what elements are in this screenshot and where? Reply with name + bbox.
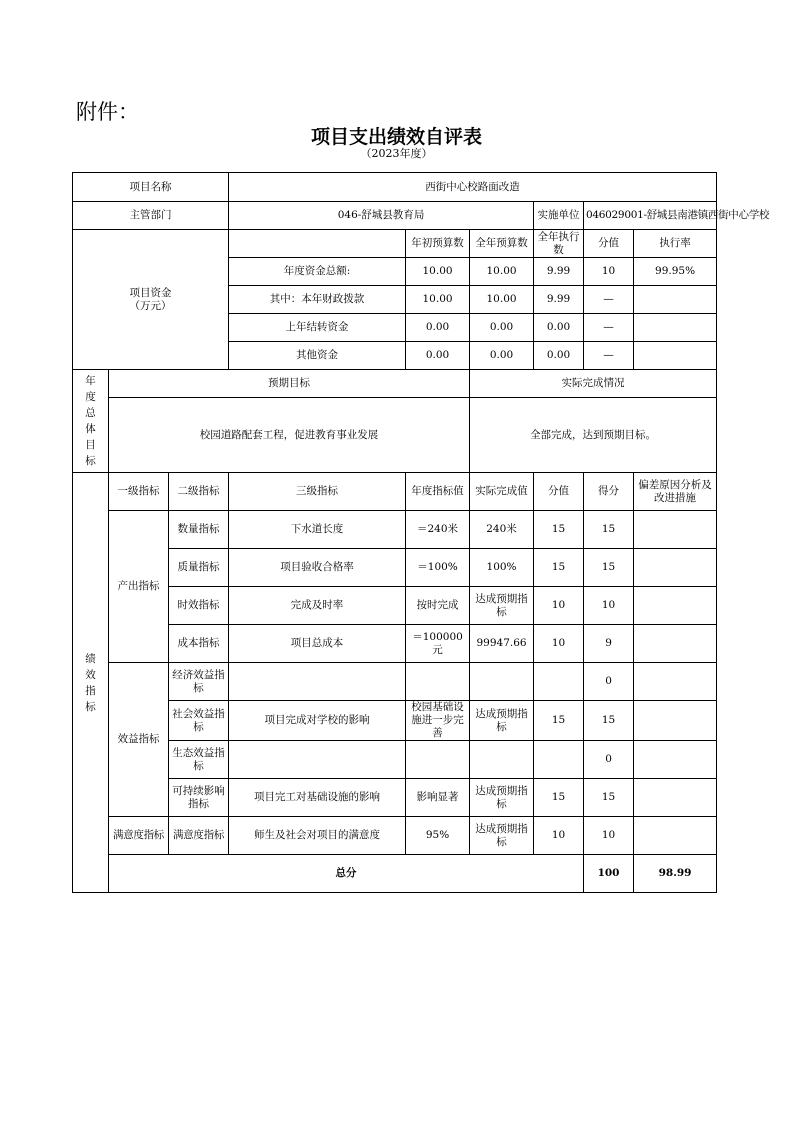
dept-label: 主管部门 bbox=[73, 202, 229, 230]
funds-header-initial: 年初预算数 bbox=[406, 230, 470, 258]
actual-goal: 全部完成，达到预期目标。 bbox=[470, 398, 717, 473]
benefit-indicator-label: 效益指标 bbox=[109, 663, 169, 817]
indicator-actual: 240米 bbox=[470, 511, 534, 549]
indicator-value bbox=[534, 741, 584, 779]
indicator-score: 0 bbox=[584, 663, 634, 701]
indicator-target: ＝240米 bbox=[406, 511, 470, 549]
perf-header-value: 分值 bbox=[534, 473, 584, 511]
indicator-score: 15 bbox=[584, 549, 634, 587]
indicator-reason bbox=[634, 817, 717, 855]
perf-header-target: 年度指标值 bbox=[406, 473, 470, 511]
indicator-reason bbox=[634, 741, 717, 779]
indicator-l3: 师生及社会对项目的满意度 bbox=[229, 817, 406, 855]
expected-goal: 校园道路配套工程，促进教育事业发展 bbox=[109, 398, 470, 473]
indicator-l3: 项目完成对学校的影响 bbox=[229, 701, 406, 741]
unit-value: 046029001-舒城县南港镇西街中心学校 bbox=[584, 202, 717, 230]
page-title: 项目支出绩效自评表 bbox=[310, 126, 482, 148]
indicator-reason bbox=[634, 549, 717, 587]
indicator-target: 影响显著 bbox=[406, 779, 470, 817]
dept-value: 046-舒城县教育局 bbox=[229, 202, 534, 230]
funds-cell: 10.00 bbox=[406, 286, 470, 314]
indicator-l2: 生态效益指标 bbox=[169, 741, 229, 779]
indicator-actual: 99947.66 bbox=[470, 625, 534, 663]
funds-cell: — bbox=[584, 286, 634, 314]
funds-cell: — bbox=[584, 342, 634, 370]
indicator-target: ＝100% bbox=[406, 549, 470, 587]
total-score: 98.99 bbox=[634, 855, 717, 893]
indicator-target: 按时完成 bbox=[406, 587, 470, 625]
fiscal-year: （2023年度） bbox=[360, 147, 433, 160]
indicator-score: 15 bbox=[584, 779, 634, 817]
indicator-target: ＝100000元 bbox=[406, 625, 470, 663]
indicator-actual: 达成预期指标 bbox=[470, 779, 534, 817]
funds-cell bbox=[634, 314, 717, 342]
indicator-l2: 满意度指标 bbox=[169, 817, 229, 855]
funds-label-line1: 项目资金 bbox=[129, 286, 172, 299]
indicator-l3 bbox=[229, 741, 406, 779]
output-indicator-label: 产出指标 bbox=[109, 511, 169, 663]
total-label: 总分 bbox=[109, 855, 584, 893]
indicator-reason bbox=[634, 625, 717, 663]
indicator-value: 15 bbox=[534, 549, 584, 587]
indicator-score: 10 bbox=[584, 817, 634, 855]
unit-label: 实施单位 bbox=[534, 202, 584, 230]
perf-header-l2: 二级指标 bbox=[169, 473, 229, 511]
indicator-l3: 项目完工对基础设施的影响 bbox=[229, 779, 406, 817]
indicator-actual bbox=[470, 663, 534, 701]
indicator-reason bbox=[634, 779, 717, 817]
funds-cell: 0.00 bbox=[470, 314, 534, 342]
indicator-target bbox=[406, 663, 470, 701]
project-name: 西街中心校路面改造 bbox=[229, 173, 717, 202]
evaluation-table bbox=[72, 172, 770, 893]
funds-cell: 10.00 bbox=[406, 258, 470, 286]
indicator-target: 95% bbox=[406, 817, 470, 855]
indicator-l3 bbox=[229, 663, 406, 701]
funds-header-annual: 全年预算数 bbox=[470, 230, 534, 258]
indicator-l2: 经济效益指标 bbox=[169, 663, 229, 701]
funds-cell: 0.00 bbox=[534, 342, 584, 370]
indicator-actual bbox=[470, 741, 534, 779]
funds-row-label: 其他资金 bbox=[229, 342, 406, 370]
indicator-l2: 可持续影响指标 bbox=[169, 779, 229, 817]
indicator-value: 15 bbox=[534, 779, 584, 817]
funds-cell: 0.00 bbox=[406, 342, 470, 370]
funds-cell: 10.00 bbox=[470, 258, 534, 286]
indicator-reason bbox=[634, 587, 717, 625]
goals-section-text: 年度总体目标 bbox=[85, 375, 96, 467]
indicator-value: 10 bbox=[534, 817, 584, 855]
satisfaction-indicator-label: 满意度指标 bbox=[109, 817, 169, 855]
indicator-l3: 项目验收合格率 bbox=[229, 549, 406, 587]
funds-cell bbox=[634, 286, 717, 314]
indicator-value: 15 bbox=[534, 511, 584, 549]
funds-cell: 10 bbox=[584, 258, 634, 286]
funds-cell: 0.00 bbox=[534, 314, 584, 342]
funds-cell: 0.00 bbox=[470, 342, 534, 370]
funds-header-rate: 执行率 bbox=[634, 230, 717, 258]
indicator-l3: 下水道长度 bbox=[229, 511, 406, 549]
project-name-label: 项目名称 bbox=[73, 173, 229, 202]
performance-section-label bbox=[73, 473, 109, 893]
indicator-l2: 数量指标 bbox=[169, 511, 229, 549]
funds-cell: 99.95% bbox=[634, 258, 717, 286]
perf-header-l3: 三级指标 bbox=[229, 473, 406, 511]
indicator-score: 10 bbox=[584, 587, 634, 625]
funds-row-label: 上年结转资金 bbox=[229, 314, 406, 342]
perf-header-l1: 一级指标 bbox=[109, 473, 169, 511]
indicator-score: 15 bbox=[584, 701, 634, 741]
funds-label-line2: （万元） bbox=[129, 299, 172, 312]
indicator-actual: 100% bbox=[470, 549, 534, 587]
total-value: 100 bbox=[584, 855, 634, 893]
indicator-l2: 时效指标 bbox=[169, 587, 229, 625]
funds-row-label: 其中：本年财政拨款 bbox=[229, 286, 406, 314]
funds-cell: 9.99 bbox=[534, 258, 584, 286]
funds-cell: — bbox=[584, 314, 634, 342]
indicator-l3: 完成及时率 bbox=[229, 587, 406, 625]
indicator-actual: 达成预期指标 bbox=[470, 817, 534, 855]
funds-header-value: 分值 bbox=[584, 230, 634, 258]
goals-section-label bbox=[73, 370, 109, 473]
indicator-value: 10 bbox=[534, 625, 584, 663]
perf-header-score: 得分 bbox=[584, 473, 634, 511]
indicator-l2: 成本指标 bbox=[169, 625, 229, 663]
performance-section-text: 绩效指标 bbox=[85, 652, 96, 713]
funds-label bbox=[73, 230, 229, 370]
indicator-actual: 达成预期指标 bbox=[470, 587, 534, 625]
actual-goal-header: 实际完成情况 bbox=[470, 370, 717, 398]
indicator-score: 9 bbox=[584, 625, 634, 663]
funds-row-label: 年度资金总额: bbox=[229, 258, 406, 286]
indicator-actual: 达成预期指标 bbox=[470, 701, 534, 741]
funds-cell: 9.99 bbox=[534, 286, 584, 314]
indicator-reason bbox=[634, 663, 717, 701]
indicator-value bbox=[534, 663, 584, 701]
funds-header-executed: 全年执行数 bbox=[534, 230, 584, 258]
indicator-reason bbox=[634, 701, 717, 741]
funds-header-blank bbox=[229, 230, 406, 258]
indicator-target bbox=[406, 741, 470, 779]
expected-goal-header: 预期目标 bbox=[109, 370, 470, 398]
indicator-score: 15 bbox=[584, 511, 634, 549]
indicator-value: 15 bbox=[534, 701, 584, 741]
indicator-score: 0 bbox=[584, 741, 634, 779]
funds-cell: 10.00 bbox=[470, 286, 534, 314]
indicator-value: 10 bbox=[534, 587, 584, 625]
indicator-reason bbox=[634, 511, 717, 549]
attachment-label: 附件： bbox=[76, 100, 139, 124]
indicator-l2: 社会效益指标 bbox=[169, 701, 229, 741]
perf-header-actual: 实际完成值 bbox=[470, 473, 534, 511]
funds-cell bbox=[634, 342, 717, 370]
perf-header-reason: 偏差原因分析及改进措施 bbox=[634, 473, 717, 511]
funds-cell: 0.00 bbox=[406, 314, 470, 342]
indicator-l2: 质量指标 bbox=[169, 549, 229, 587]
indicator-l3: 项目总成本 bbox=[229, 625, 406, 663]
indicator-target: 校园基础设施进一步完善 bbox=[406, 701, 470, 741]
